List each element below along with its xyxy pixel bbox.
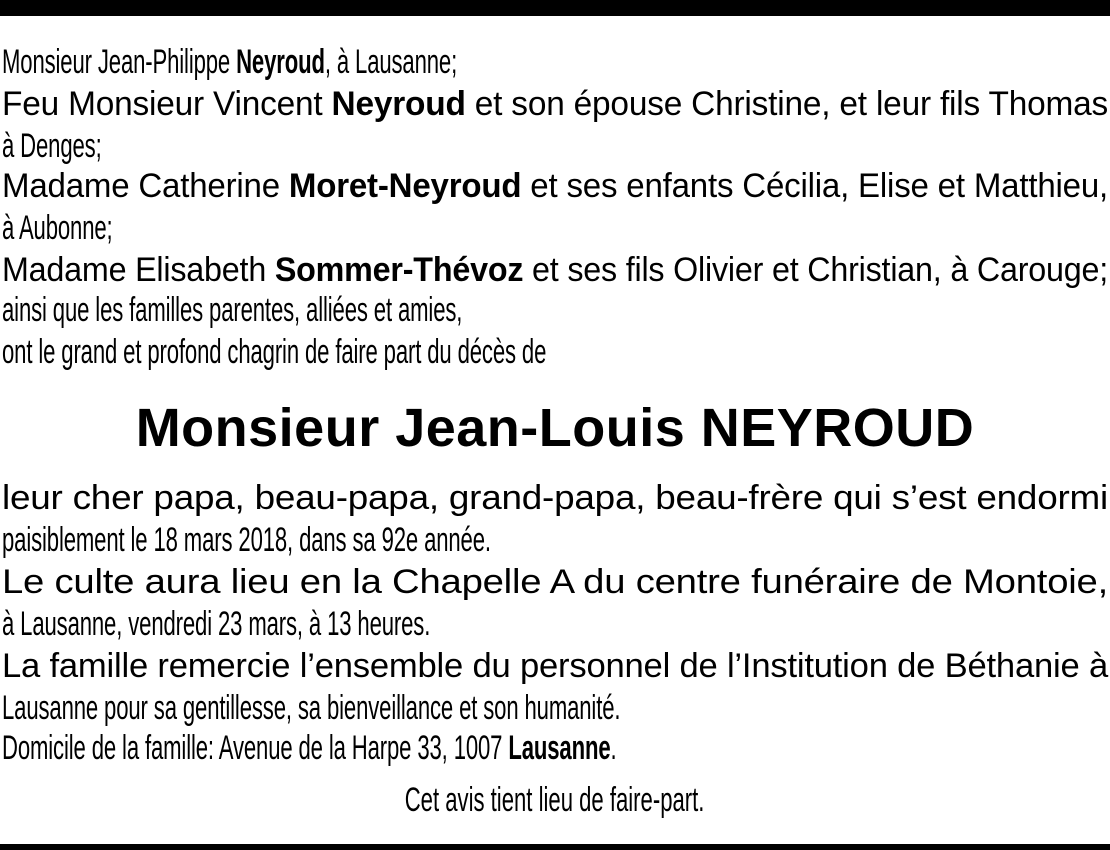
family-line-7: ainsi que les familles parentes, alliées et amies, (2, 291, 463, 329)
domicile-line: Domicile de la famille: Avenue de la Harpe 33, 1007 Lausanne. (2, 729, 617, 767)
body-line-5: La famille remercie l’ensemble du personnel de l’Institution de Béthanie à (2, 647, 1108, 685)
top-rule (0, 0, 1110, 16)
body-line-4: à Lausanne, vendredi 23 mars, à 13 heures. (2, 605, 431, 643)
bottom-rule (0, 844, 1110, 850)
family-line-4: Madame Catherine Moret-Neyroud et ses enfants Cécilia, Elise et Matthieu, (2, 167, 1108, 205)
family-line-5: à Aubonne; (2, 209, 113, 247)
family-line-6: Madame Elisabeth Sommer-Thévoz et ses fils Olivier et Christian, à Carouge; (2, 251, 1108, 289)
footer-note: Cet avis tient lieu de faire-part. (405, 781, 705, 819)
body-line-6: Lausanne pour sa gentillesse, sa bienveillance et son humanité. (2, 689, 621, 727)
body-line-3: Le culte aura lieu en la Chapelle A du centre funéraire de Montoie, (2, 563, 1108, 601)
family-line-8: ont le grand et profond chagrin de faire part du décès de (2, 333, 547, 371)
family-line-1: Monsieur Jean-Philippe Neyroud, à Lausanne; (2, 43, 458, 81)
deceased-name: Monsieur Jean-Louis NEYROUD (135, 398, 975, 458)
body-line-2: paisiblement le 18 mars 2018, dans sa 92e année. (2, 521, 491, 559)
family-line-3: à Denges; (2, 127, 102, 165)
family-line-2: Feu Monsieur Vincent Neyroud et son épouse Christine, et leur fils Thomas (2, 85, 1108, 123)
body-line-1: leur cher papa, beau-papa, grand-papa, beau-frère qui s’est endormi (2, 479, 1108, 517)
